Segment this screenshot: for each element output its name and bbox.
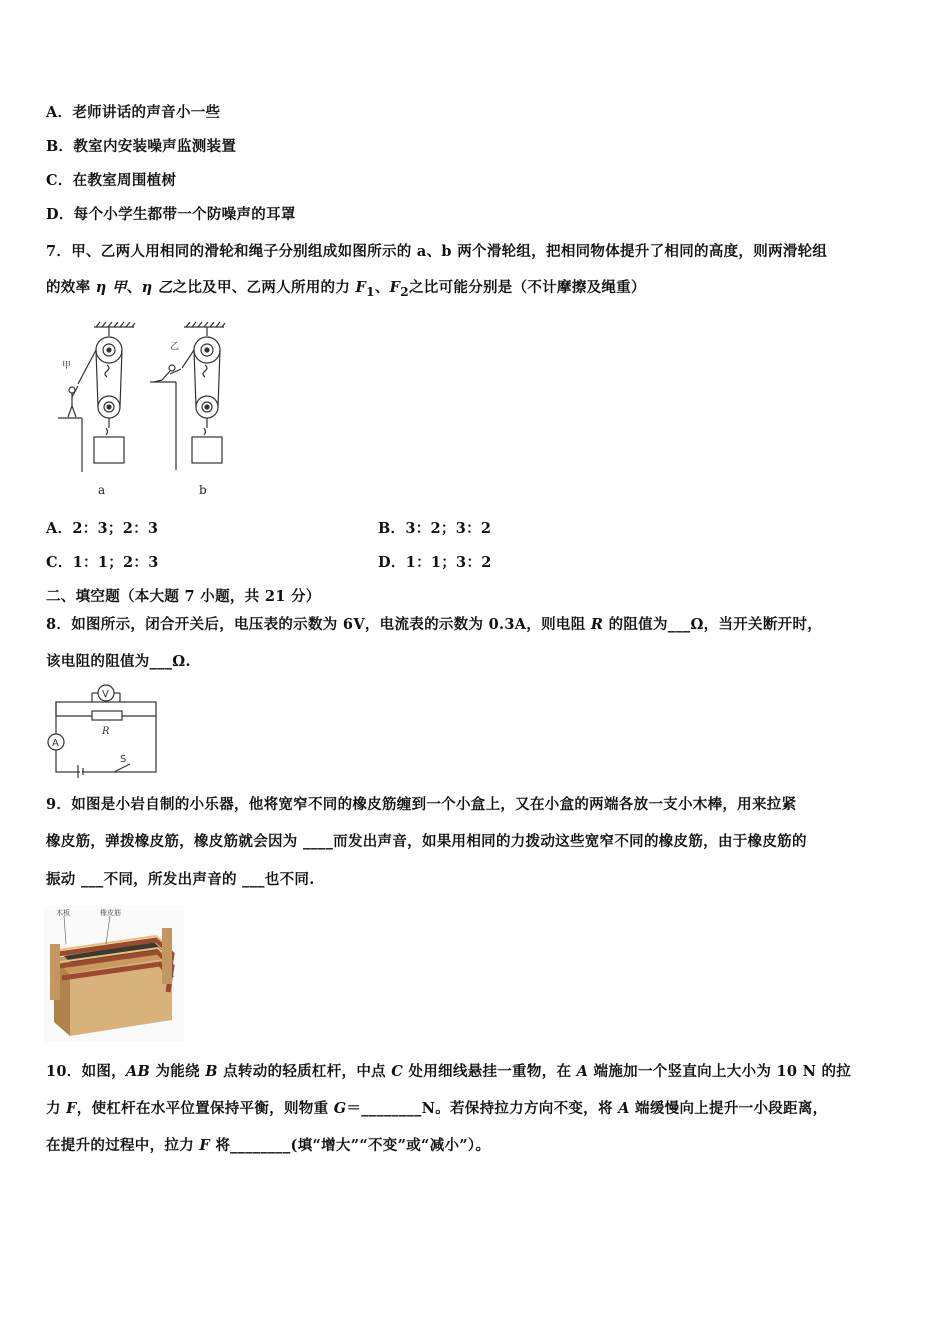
q8-stem-line1: 8．如图所示，闭合开关后，电压表的示数为 6V，电流表的示数为 0.3A，则电阻 R 的阻值为___Ω，当开关断开时， (46, 616, 823, 633)
q7-stem-line2: 的效率 η 甲、η 乙之比及甲、乙两人所用的力 $F_1$、$F_2$之比可能分别是（不计摩擦及绳重） (46, 279, 646, 299)
resistor-label: R (102, 726, 110, 737)
q7-option-b: B．3：2；3：2 (378, 520, 492, 537)
q6-option-c: C．在教室周围植树 (46, 172, 177, 189)
q10-stem-line2: 力 F，使杠杆在水平位置保持平衡，则物重 G＝________N。若保持拉力方向不变，将 A 端缓慢向上提升一小段距离， (46, 1100, 828, 1117)
ammeter-label: A (52, 738, 59, 749)
eta-yi: η 乙 (141, 279, 173, 296)
switch-label: S (120, 754, 127, 765)
person-b-label: 乙 (170, 342, 180, 352)
q9-stem-line2: 橡皮筋，弹拨橡皮筋，橡皮筋就会因为 ____而发出声音，如果用相同的力拨动这些宽窄不同的橡皮筋，由于橡皮筋的 (46, 833, 807, 850)
person-a-label: 甲 (62, 361, 72, 371)
band-label: 橡皮筋 (100, 909, 121, 917)
q6-option-a: A．老师讲话的声音小一些 (46, 104, 221, 121)
figure-label-a: a (98, 483, 106, 497)
q8-stem-line2: 该电阻的阻值为___Ω. (46, 653, 191, 670)
pulley-figure (54, 320, 244, 502)
q8-blank-1[interactable]: ___ (667, 616, 691, 633)
q10-stem-line1: 10．如图，AB 为能绕 B 点转动的轻质杠杆，中点 C 处用细线悬挂一重物，在 A 端施加一个竖直向上大小为 10 N 的拉 (46, 1063, 852, 1080)
q7-option-c: C．1：1；2：3 (46, 554, 159, 571)
q10-blank-2[interactable]: ________ (230, 1137, 291, 1154)
q9-stem-line1: 9．如图是小岩自制的小乐器，他将宽窄不同的橡皮筋缠到一个小盒上，又在小盒的两端各放一支小木棒，用来拉紧 (46, 796, 797, 813)
q7-option-a: A．2：3；2：3 (46, 520, 159, 537)
q6-option-d: D．每个小学生都带一个防噪声的耳罩 (46, 206, 296, 223)
voltmeter-label: V (102, 689, 109, 700)
q10-blank-1[interactable]: ________ (361, 1100, 422, 1117)
wood-label: 木板 (56, 909, 70, 917)
eta-jia: η 甲 (95, 279, 127, 296)
q7-stem-line1: 7．甲、乙两人用相同的滑轮和绳子分别组成如图所示的 a、b 两个滑轮组，把相同物体提升了相同的高度，则两滑轮组 (46, 243, 828, 260)
q7-option-d: D．1：1；3：2 (378, 554, 492, 571)
figure-label-b: b (199, 483, 207, 497)
q8-blank-2[interactable]: ___ (149, 653, 173, 670)
instrument-figure (44, 906, 184, 1042)
q10-stem-line3: 在提升的过程中，拉力 F 将________(填“增大”“不变”或“减小”）。 (46, 1137, 491, 1154)
q9-stem-line3: 振动 ___不同，所发出声音的 ___也不同. (46, 871, 315, 888)
section-title: 二、填空题（本大题 7 小题，共 21 分） (46, 588, 321, 605)
q6-option-b: B．教室内安装噪声监测装置 (46, 138, 237, 155)
circuit-figure (44, 682, 164, 778)
